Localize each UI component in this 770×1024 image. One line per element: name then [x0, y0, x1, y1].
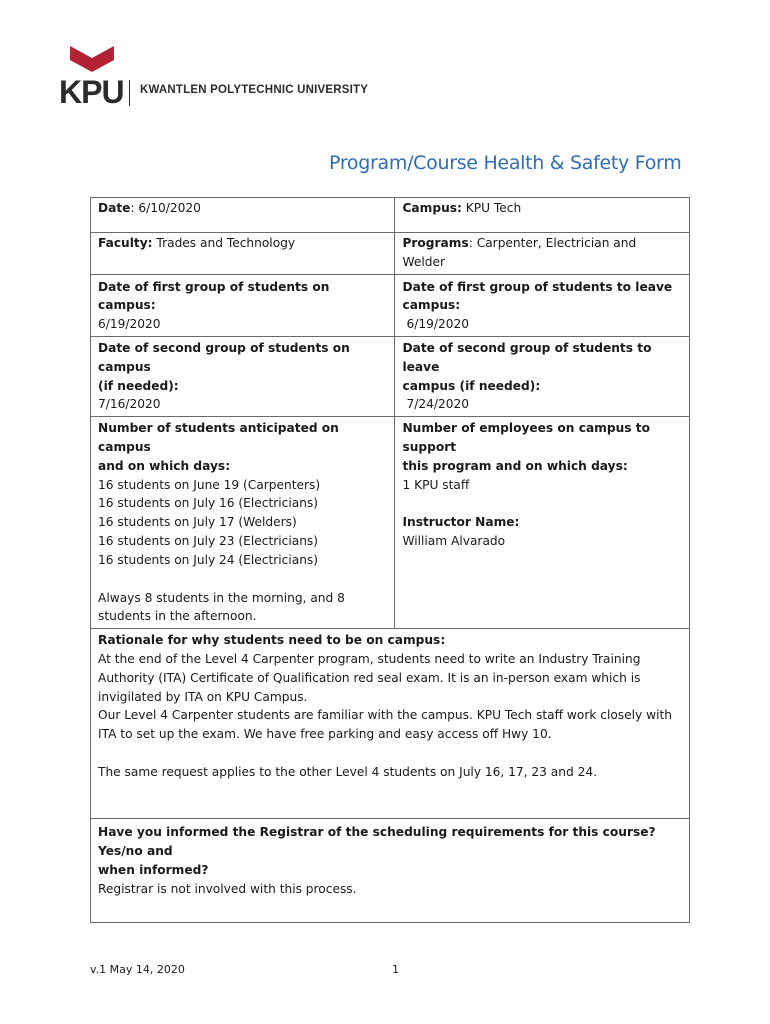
second-leave-label-cont: campus (if needed):: [402, 378, 541, 393]
footer-page-number: 1: [392, 963, 399, 976]
cell-campus: [395, 198, 690, 233]
spacer: [98, 570, 387, 589]
rationale-line: Our Level 4 Carpenter students are familiar with the campus. KPU Tech staff work closely with: [98, 708, 672, 723]
spacer: [98, 744, 682, 763]
spacer: [402, 494, 682, 513]
campus-label: Campus:: [402, 201, 462, 215]
row-numbers: [91, 417, 690, 629]
second-on-value: 7/16/2020: [98, 397, 161, 412]
registrar-label: Have you informed the Registrar of the scheduling requirements for this course? Yes/no and: [98, 825, 656, 858]
first-leave-value: 6/19/2020: [406, 317, 469, 332]
second-leave-value: 7/24/2020: [406, 397, 469, 412]
logo-divider: [129, 80, 130, 106]
employees-value: 1 KPU staff: [402, 477, 470, 492]
anticipated-line: 16 students on July 23 (Electricians): [98, 533, 319, 548]
second-on-label: Date of second group of students on campus: [98, 340, 350, 374]
registrar-label-cont: when informed?: [98, 862, 209, 877]
anticipated-note: Always 8 students in the morning, and 8: [98, 590, 345, 605]
rationale-line: ITA to set up the exam. We have free parking and easy access off Hwy 10.: [98, 727, 552, 742]
rationale-line: At the end of the Level 4 Carpenter program, students need to write an Industry Training: [98, 651, 641, 666]
logo-letters: KPU: [59, 74, 124, 110]
cell-first-leave: [395, 274, 690, 336]
cell-faculty: [91, 233, 395, 275]
row-second-group: [91, 336, 690, 416]
page-title: Program/Course Health & Safety Form: [329, 152, 682, 174]
rationale-line: invigilated by ITA on KPU Campus.: [98, 689, 308, 704]
faculty-value: Trades and Technology: [152, 236, 296, 250]
employees-label: Number of employees on campus to support: [402, 421, 650, 454]
anticipated-note-cont: students in the afternoon.: [98, 609, 257, 624]
cell-date: [91, 198, 395, 233]
rationale-label: Rationale for why students need to be on campus:: [98, 633, 446, 648]
row-registrar: [91, 819, 690, 923]
anticipated-line: 16 students on July 17 (Welders): [98, 515, 297, 530]
first-leave-label: Date of first group of students to leave: [402, 279, 673, 294]
anticipated-line: 16 students on July 24 (Electricians): [98, 552, 319, 567]
instructor-value: William Alvarado: [402, 534, 506, 549]
programs-value: : Carpenter, Electrician and Welder: [402, 236, 637, 269]
row-first-group: [91, 274, 690, 336]
cell-programs: [395, 233, 690, 275]
row-rationale: [91, 629, 690, 819]
campus-value: KPU Tech: [461, 201, 522, 215]
first-on-value: 6/19/2020: [98, 317, 161, 332]
row-faculty-programs: [91, 233, 690, 275]
cell-rationale: [91, 629, 690, 819]
cell-second-on: [91, 336, 395, 416]
university-name: KWANTLEN POLYTECHNIC UNIVERSITY: [140, 84, 369, 96]
date-label: Date: [98, 201, 131, 215]
anticipated-label-cont: and on which days:: [98, 458, 231, 473]
second-on-label-cont: (if needed):: [98, 378, 179, 393]
cell-employees: [395, 417, 690, 629]
rationale-extra: The same request applies to the other Level 4 students on July 16, 17, 23 and 24.: [98, 764, 597, 779]
rationale-line: Authority (ITA) Certificate of Qualification red seal exam. It is an in-person exam which is: [98, 670, 641, 685]
faculty-label: Faculty:: [98, 236, 153, 250]
anticipated-line: 16 students on July 16 (Electricians): [98, 496, 319, 511]
cell-first-on: [91, 274, 395, 336]
first-leave-label-cont: campus:: [402, 298, 461, 313]
form-table: [90, 197, 690, 923]
anticipated-label: Number of students anticipated on campus: [98, 421, 339, 454]
cell-registrar: [91, 819, 690, 923]
first-on-label: Date of first group of students on campus:: [98, 279, 330, 313]
cell-second-leave: [395, 336, 690, 416]
row-date-campus: [91, 198, 690, 233]
anticipated-line: 16 students on June 19 (Carpenters): [98, 477, 321, 492]
registrar-value: Registrar is not involved with this process.: [98, 881, 357, 896]
programs-label: Programs: [402, 236, 469, 250]
employees-label-cont: this program and on which days:: [402, 458, 628, 473]
second-leave-label: Date of second group of students to leave: [402, 340, 652, 374]
kpu-logo: [58, 44, 378, 108]
cell-anticipated: [91, 417, 395, 629]
footer-version: v.1 May 14, 2020: [90, 963, 185, 976]
date-value: : 6/10/2020: [130, 201, 201, 215]
instructor-label: Instructor Name:: [402, 515, 520, 530]
